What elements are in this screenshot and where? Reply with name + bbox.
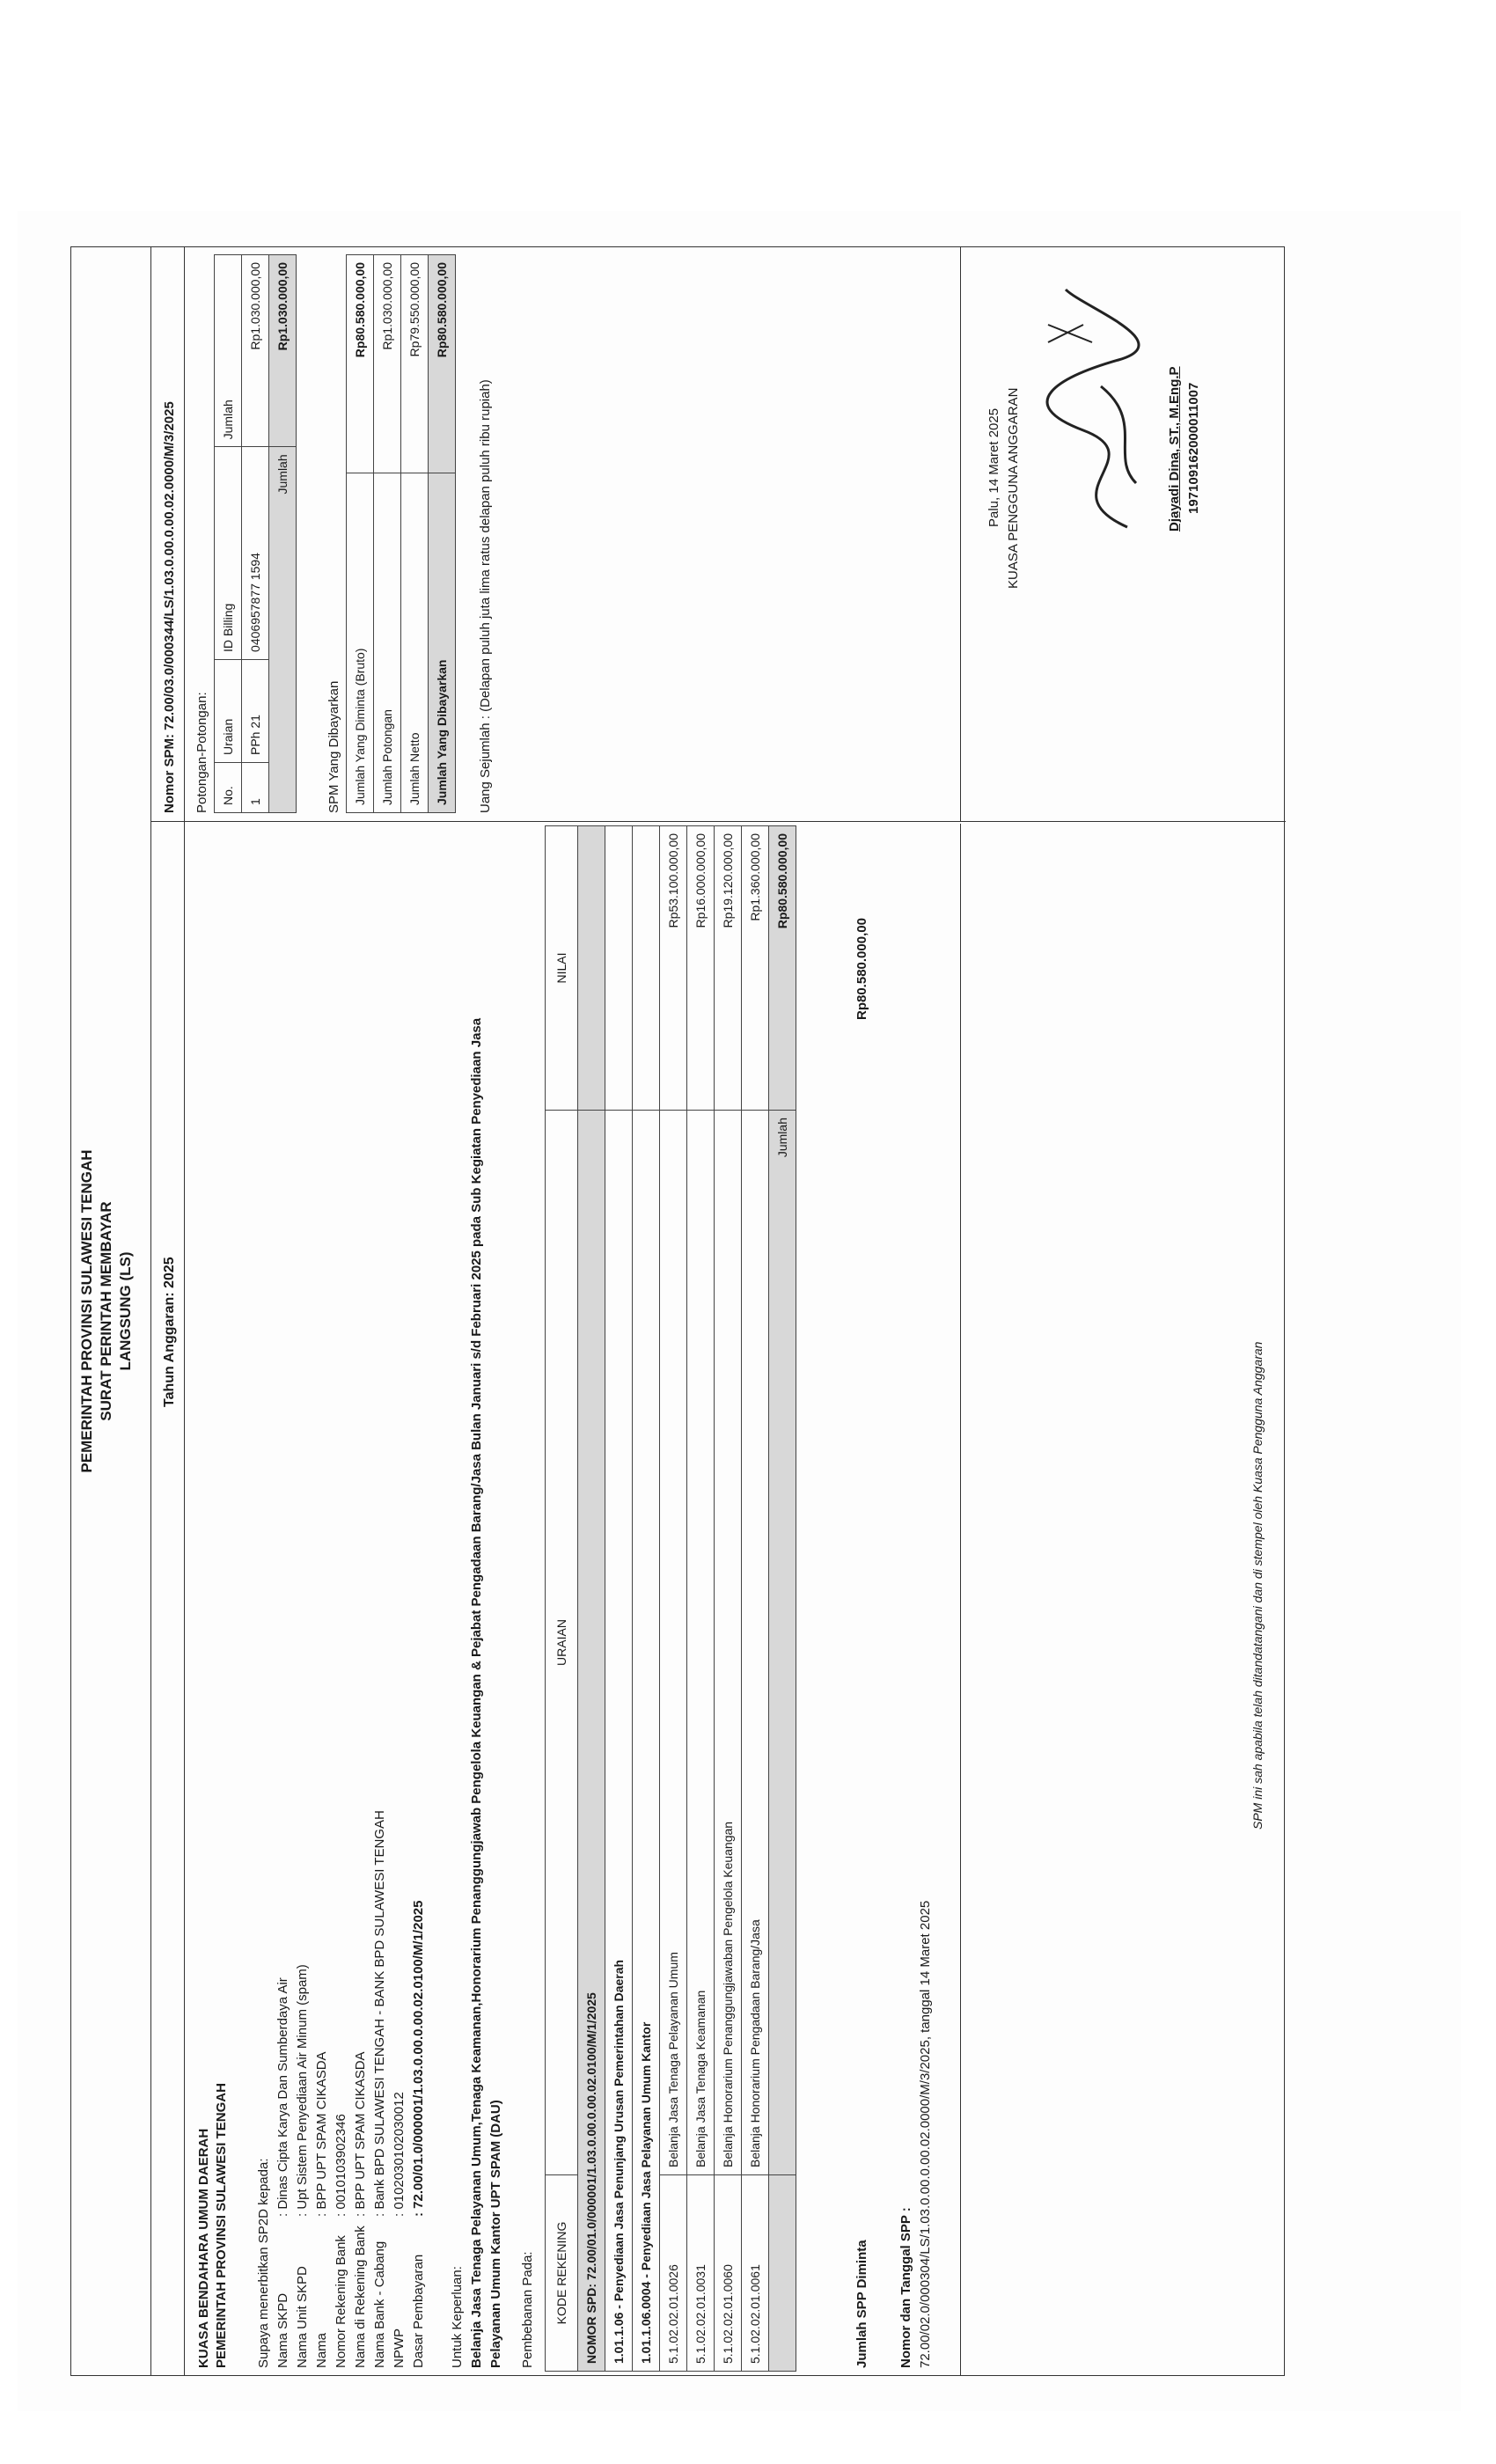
field-label: Nama Unit SKPD (295, 2266, 310, 2368)
field-label: Nama SKPD (275, 2292, 290, 2368)
nomor-spm-value: 72.00/03.0/000344/LS/1.03.0.00.0.00.02.0000/M/3/2025 (162, 401, 177, 730)
uraian-cell: Belanja Jasa Tenaga Keamanan (687, 1111, 715, 2175)
kode-rekening: 5.1.02.02.01.0060 (715, 2175, 742, 2372)
field-label: Supaya menerbitkan SP2D kepada: (256, 2158, 271, 2368)
potongan-billing: 0406957877 1594 (242, 447, 269, 660)
uraian-table (545, 825, 796, 2372)
spm-table (346, 254, 456, 813)
field-label: Nama di Rekening Bank (353, 2226, 368, 2368)
field-label: Dasar Pembayaran (411, 2254, 426, 2368)
nilai-cell: Rp16.000.000,00 (687, 826, 715, 1111)
field-value: : 0102030102030012 (392, 2092, 407, 2217)
spm-value: Rp1.030.000,00 (374, 255, 401, 473)
jumlah-spp-label: Jumlah SPP Diminta (854, 2240, 869, 2368)
potongan-table (214, 254, 297, 813)
nomor-spp-label: Nomor dan Tanggal SPP : (898, 2207, 913, 2368)
field-label: Nama Bank - Cabang (372, 2240, 387, 2368)
table-row (742, 826, 769, 2372)
urusan-row: 1.01.1.06 - Penyediaan Jasa Penunjang Urusan Pemerintahan Daerah (605, 1111, 633, 2372)
table-total-row (769, 826, 796, 2372)
potongan-total-value: Rp1.030.000,00 (269, 255, 297, 447)
potongan-no: 1 (242, 763, 269, 813)
header-nilai: NILAI (546, 826, 578, 1111)
uraian-cell: Belanja Honorarium Penanggungjawaban Pengelola Keuangan (715, 1111, 742, 2175)
uraian-cell: Belanja Jasa Tenaga Pelayanan Umum (660, 1111, 687, 2175)
table-row (687, 826, 715, 2372)
field-value: : 0010103902346 (334, 2114, 348, 2217)
header-uraian: Uraian (215, 659, 242, 762)
footer-note: SPM ini sah apabila telah ditandatangani dan di stempel oleh Kuasa Pengguna Anggaran (1250, 1341, 1265, 1830)
column-divider (150, 821, 1286, 822)
table-row (715, 826, 742, 2372)
nilai-cell: Rp53.100.000,00 (660, 826, 687, 1111)
divider (150, 247, 151, 2375)
field-label: NPWP (392, 2328, 407, 2368)
potongan-header-row (215, 255, 242, 813)
divider (184, 247, 185, 2375)
table-row (401, 255, 429, 813)
signature-scribble (1030, 272, 1162, 562)
nilai-cell: Rp19.120.000,00 (715, 826, 742, 1111)
kode-rekening: 5.1.02.02.01.0031 (687, 2175, 715, 2372)
table-row (429, 255, 456, 813)
header-line-2: SURAT PERINTAH MEMBAYAR (98, 1201, 114, 1421)
sign-title: KUASA PENGGUNA ANGGARAN (1006, 387, 1021, 589)
header-uraian: URAIAN (546, 1111, 578, 2175)
divider (960, 824, 961, 2375)
field-label: Nama (314, 2332, 329, 2368)
spm-value: Rp79.550.000,00 (401, 255, 429, 473)
addressee-line-1: KUASA BENDAHARA UMUM DAERAH (196, 2128, 211, 2368)
jumlah-label: Jumlah (769, 1111, 796, 2175)
spm-label: Jumlah Netto (401, 473, 429, 812)
spm-label: Jumlah Potongan (374, 473, 401, 812)
sub-kegiatan-row: 1.01.1.06.0004 - Penyediaan Jasa Pelayanan Umum Kantor (633, 1111, 660, 2372)
potongan-jumlah: Rp1.030.000,00 (242, 255, 269, 447)
header-jumlah: Jumlah (215, 255, 242, 447)
field-label: Nomor Rekening Bank (334, 2235, 348, 2368)
fiscal-year: Tahun Anggaran: 2025 (162, 1257, 177, 1407)
table-row (347, 255, 374, 813)
header-line-1: PEMERINTAH PROVINSI SULAWESI TENGAH (78, 1149, 95, 1473)
nomor-spm-label: Nomor SPM: (162, 734, 177, 813)
table-header-row (546, 826, 578, 2372)
addressee-line-2: PEMERINTAH PROVINSI SULAWESI TENGAH (214, 2083, 229, 2368)
keperluan-line-2: Pelayanan Umum Kantor UPT SPAM (DAU) (488, 2100, 503, 2368)
nomor-spm (162, 401, 177, 813)
field-value: : 72.00/01.0/000001/1.03.0.00.0.00.02.0100/M/1/2025 (411, 1900, 426, 2217)
kode-rekening: 5.1.02.02.01.0061 (742, 2175, 769, 2372)
uraian-cell: Belanja Honorarium Pengadaan Barang/Jasa (742, 1111, 769, 2175)
spm-frame (70, 246, 1285, 2376)
field-value: : BPP UPT SPAM CIKASDA (353, 2051, 368, 2217)
field-value: : Bank BPD SULAWESI TENGAH - BANK BPD SULAWESI TENGAH (372, 1810, 387, 2217)
jumlah-spp-value: Rp80.580.000,00 (854, 918, 869, 1020)
table-row (660, 826, 687, 2372)
header-no: No. (215, 763, 242, 813)
potongan-title: Potongan-Potongan: (194, 692, 209, 813)
spd-number: NOMOR SPD: 72.00/01.0/000001/1.03.0.00.0.00.02.0100/M/1/2025 (578, 1111, 605, 2372)
table-row (374, 255, 401, 813)
header-kode: KODE REKENING (546, 2175, 578, 2372)
keperluan-label: Untuk Keperluan: (450, 2266, 465, 2368)
field-value: : Dinas Cipta Karya Dan Sumberdaya Air (275, 1977, 290, 2217)
potongan-total-label: Jumlah (269, 447, 297, 813)
jumlah-value: Rp80.580.000,00 (769, 826, 796, 1111)
table-row (578, 826, 605, 2372)
spm-label: Jumlah Yang Diminta (Bruto) (347, 473, 374, 812)
spm-label: Jumlah Yang Dibayarkan (429, 473, 456, 812)
spm-value: Rp80.580.000,00 (347, 255, 374, 473)
signer-nip: 197109162000011007 (1186, 382, 1201, 514)
potongan-uraian: PPh 21 (242, 659, 269, 762)
field-value: : Upt Sistem Penyediaan Air Minum (spam) (295, 1964, 310, 2217)
header-billing: ID Billing (215, 447, 242, 660)
header-line-3: LANGSUNG (LS) (117, 1251, 134, 1371)
pembebanan-label: Pembebanan Pada: (520, 2251, 535, 2368)
spm-title: SPM Yang Dibayarkan (326, 680, 341, 813)
nilai-cell: Rp1.360.000,00 (742, 826, 769, 1111)
terbilang: Uang Sejumlah : (Delapan puluh juta lima ratus delapan puluh ribu rupiah) (478, 379, 493, 813)
field-value: : BPP UPT SPAM CIKASDA (314, 2051, 329, 2217)
kode-rekening: 5.1.02.02.01.0026 (660, 2175, 687, 2372)
signer-name: Djayadi Dina, ST., M.Eng.P (1167, 366, 1182, 532)
place-date: Palu, 14 Maret 2025 (986, 407, 1001, 527)
nomor-spp-value: 72.00/02.0/000304/LS/1.03.0.00.0.00.02.0000/M/3/2025, tanggal 14 Maret 2025 (918, 1900, 933, 2368)
potongan-total-row (269, 255, 297, 813)
spm-value: Rp80.580.000,00 (429, 255, 456, 473)
table-row (633, 826, 660, 2372)
table-row (605, 826, 633, 2372)
table-row (242, 255, 269, 813)
keperluan-line-1: Belanja Jasa Tenaga Pelayanan Umum,Tenaga Keamanan,Honorarium Penanggungjawab Pengelola Keuangan & Pejabat Pengadaan Barang/Jasa Bulan Januari s/d Februari 2025 pada Sub Kegiatan Penyediaan Jasa (469, 1017, 484, 2368)
divider (960, 247, 961, 822)
rotated-document (18, 211, 1461, 2411)
